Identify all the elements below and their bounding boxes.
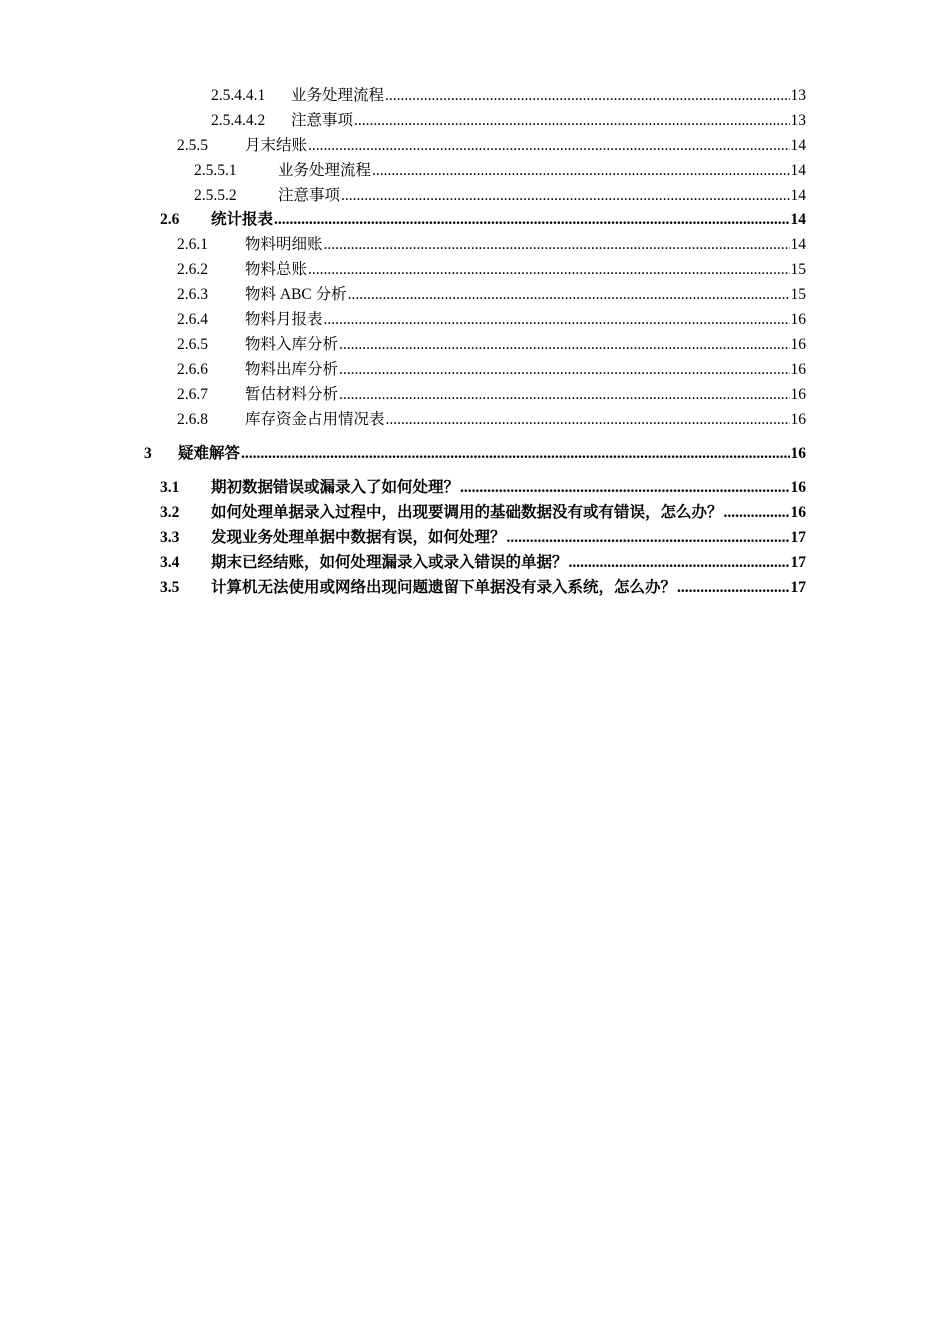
toc-entry-2-6-1[interactable] [0,233,950,258]
toc-dot-leader [677,576,789,601]
toc-entry-page: 14 [790,186,806,204]
toc-dot-leader [274,208,789,233]
toc-entry-2-6-2[interactable] [0,258,950,283]
toc-entry-title: 物料 ABC 分析 [245,286,347,304]
toc-entry-page: 17 [790,578,806,596]
toc-entry-number: 3.3 [160,529,180,547]
toc-entry-page: 16 [790,335,806,353]
toc-entry-number: 2.5.5 [177,136,208,154]
toc-entry-title: 暂估材料分析 [245,385,339,403]
toc-entry-number: 2.6.1 [177,236,208,254]
toc-entry-2-6-6[interactable] [0,358,950,383]
toc-entry-2-6-5[interactable] [0,333,950,358]
toc-entry-number: 2.6.4 [177,311,208,329]
toc-entry-3-4[interactable] [0,551,950,576]
toc-entry-2-6-3[interactable] [0,283,950,308]
toc-dot-leader [339,383,789,408]
toc-entry-page: 17 [790,554,806,572]
toc-dot-leader [339,333,789,358]
toc-entry-page: 16 [790,479,806,497]
toc-entry-number: 2.6.6 [177,360,208,378]
toc-entry-number: 2.6 [160,211,180,229]
toc-entry-2-5-4-4-1[interactable] [0,84,950,109]
toc-entry-number: 3 [144,444,152,462]
toc-dot-leader [724,501,790,526]
toc-entry-2-6[interactable] [0,208,950,233]
toc-entry-title: 统计报表 [211,211,274,229]
toc-dot-leader [324,308,790,333]
toc-entry-title: 期初数据错误或漏录入了如何处理？ [211,479,460,497]
toc-entry-title: 月末结账 [245,136,308,154]
toc-dot-leader [507,526,790,551]
toc-entry-title: 物料入库分析 [245,335,339,353]
toc-entry-page: 14 [790,161,806,179]
toc-entry-page: 13 [790,111,806,129]
toc-dot-leader [324,233,790,258]
toc-entry-page: 17 [790,529,806,547]
toc-entry-page: 15 [790,286,806,304]
toc-entry-number: 2.6.7 [177,385,208,403]
toc-entry-page: 15 [790,261,806,279]
toc-dot-leader [386,408,790,433]
toc-entry-page: 16 [790,385,806,403]
toc-dot-leader [569,551,790,576]
toc-dot-leader [460,476,789,501]
toc-entry-page: 16 [790,410,806,428]
toc-entry-number: 2.5.4.4.2 [211,111,266,129]
toc-dot-leader [308,258,789,283]
toc-dot-leader [372,159,789,184]
toc-dot-leader [308,134,789,159]
table-of-contents [0,84,950,601]
toc-entry-title: 发现业务处理单据中数据有误，如何处理？ [211,529,506,547]
toc-entry-2-5-5-1[interactable] [0,159,950,184]
toc-entry-title: 疑难解答 [178,444,241,462]
toc-entry-3-3[interactable] [0,526,950,551]
toc-entry-number: 3.1 [160,479,180,497]
toc-entry-number: 2.6.8 [177,410,208,428]
toc-dot-leader [241,442,789,467]
toc-entry-title: 物料总账 [245,261,308,279]
toc-entry-2-5-4-4-2[interactable] [0,109,950,134]
toc-entry-number: 2.5.5.2 [194,186,237,204]
toc-entry-number: 3.2 [160,504,180,522]
toc-entry-number: 2.6.3 [177,286,208,304]
toc-entry-3-2[interactable] [0,501,950,526]
toc-entry-title: 物料明细账 [245,236,323,254]
toc-entry-3-1[interactable] [0,476,950,501]
toc-entry-title: 物料月报表 [245,311,323,329]
toc-entry-title: 业务处理流程 [291,87,385,104]
toc-entry-number: 2.6.5 [177,335,208,353]
toc-entry-title: 注意事项 [291,111,354,129]
toc-entry-2-6-7[interactable] [0,383,950,408]
toc-dot-leader [339,358,789,383]
toc-entry-page: 16 [790,311,806,329]
toc-entry-number: 3.4 [160,554,180,572]
toc-entry-2-6-8[interactable] [0,408,950,433]
toc-entry-title: 物料出库分析 [245,360,339,378]
toc-dot-leader [354,109,789,134]
toc-entry-number: 3.5 [160,578,180,596]
toc-entry-page: 14 [790,236,806,254]
toc-entry-title: 注意事项 [278,186,341,204]
toc-entry-page: 16 [790,504,806,522]
toc-entry-2-5-5-2[interactable] [0,184,950,209]
toc-entry-number: 2.6.2 [177,261,208,279]
toc-dot-leader [341,184,789,209]
toc-entry-title: 期末已经结账，如何处理漏录入或录入错误的单据？ [211,554,568,572]
toc-entry-page: 14 [790,211,806,229]
toc-entry-page: 13 [790,87,806,104]
toc-entry-page: 14 [790,136,806,154]
toc-entry-page: 16 [790,360,806,378]
toc-entry-3-5[interactable] [0,576,950,601]
toc-dot-leader [348,283,790,308]
toc-entry-2-5-5[interactable] [0,134,950,159]
toc-dot-leader [385,84,789,109]
toc-entry-number: 2.5.4.4.1 [211,87,266,104]
toc-entry-page: 16 [790,444,806,462]
toc-entry-number: 2.5.5.1 [194,161,237,179]
toc-entry-2-6-4[interactable] [0,308,950,333]
toc-entry-title: 计算机无法使用或网络出现问题遗留下单据没有录入系统，怎么办？ [211,578,677,596]
toc-entry-title: 库存资金占用情况表 [245,410,385,428]
toc-entry-3[interactable] [0,442,950,467]
toc-entry-title: 业务处理流程 [278,161,372,179]
toc-entry-title: 如何处理单据录入过程中，出现要调用的基础数据没有或有错误，怎么办？ [211,504,723,522]
